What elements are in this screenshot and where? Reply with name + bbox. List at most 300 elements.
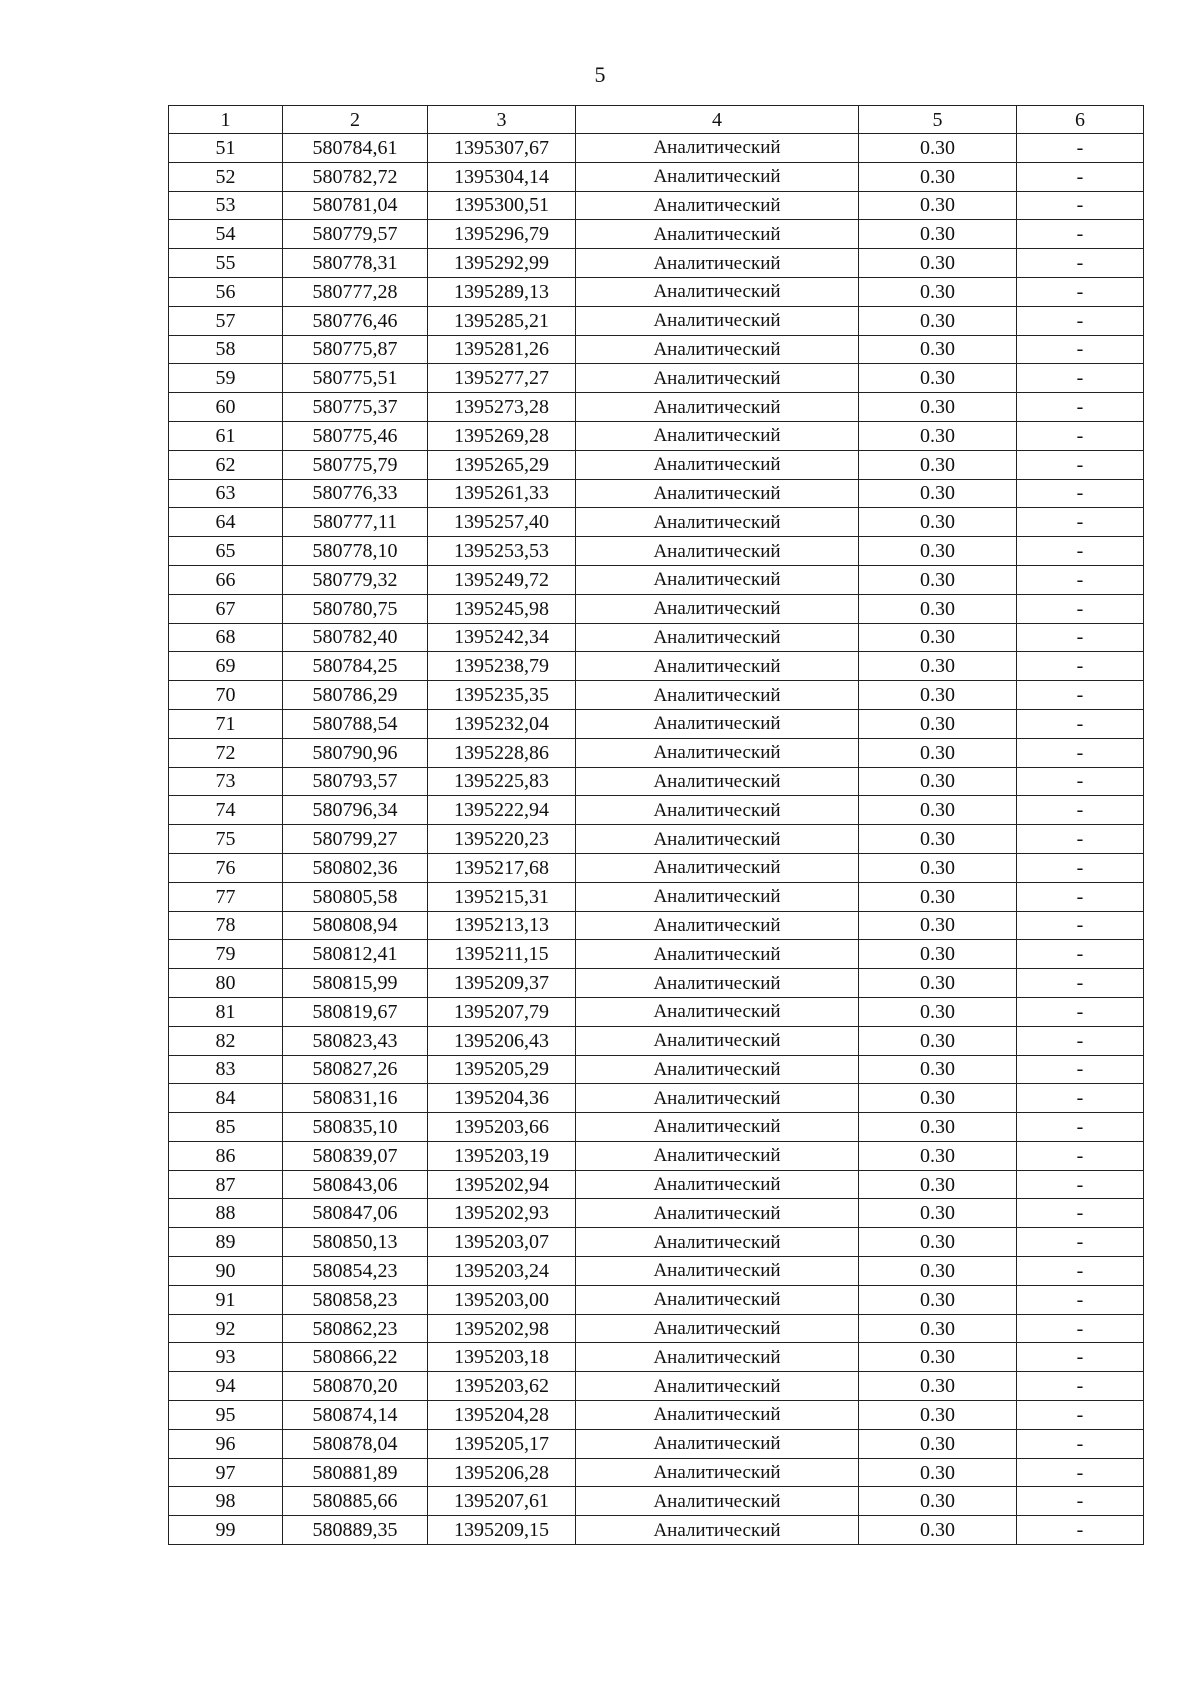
table-row <box>169 450 1144 479</box>
method-cell: Аналитический <box>576 479 859 508</box>
note-cell: - <box>1017 1170 1144 1199</box>
y-coordinate-cell: 1395207,61 <box>428 1487 576 1516</box>
table-row <box>169 134 1144 163</box>
x-coordinate-cell: 580823,43 <box>283 1026 428 1055</box>
method-cell: Аналитический <box>576 191 859 220</box>
point-number-cell: 88 <box>169 1199 283 1228</box>
y-coordinate-cell: 1395232,04 <box>428 709 576 738</box>
table-row <box>169 1228 1144 1257</box>
table-row <box>169 479 1144 508</box>
table-row <box>169 652 1144 681</box>
table-row <box>169 306 1144 335</box>
point-number-cell: 54 <box>169 220 283 249</box>
point-number-cell: 81 <box>169 997 283 1026</box>
y-coordinate-cell: 1395222,94 <box>428 796 576 825</box>
note-cell: - <box>1017 1516 1144 1545</box>
x-coordinate-cell: 580776,33 <box>283 479 428 508</box>
note-cell: - <box>1017 1228 1144 1257</box>
accuracy-cell: 0.30 <box>859 421 1017 450</box>
note-cell: - <box>1017 1141 1144 1170</box>
accuracy-cell: 0.30 <box>859 1487 1017 1516</box>
y-coordinate-cell: 1395257,40 <box>428 508 576 537</box>
column-header: 3 <box>428 106 576 134</box>
accuracy-cell: 0.30 <box>859 652 1017 681</box>
table-row <box>169 940 1144 969</box>
y-coordinate-cell: 1395228,86 <box>428 738 576 767</box>
y-coordinate-cell: 1395203,66 <box>428 1113 576 1142</box>
method-cell: Аналитический <box>576 1487 859 1516</box>
table-row <box>169 162 1144 191</box>
accuracy-cell: 0.30 <box>859 1199 1017 1228</box>
y-coordinate-cell: 1395215,31 <box>428 882 576 911</box>
point-number-cell: 51 <box>169 134 283 163</box>
x-coordinate-cell: 580812,41 <box>283 940 428 969</box>
y-coordinate-cell: 1395209,37 <box>428 969 576 998</box>
note-cell: - <box>1017 508 1144 537</box>
x-coordinate-cell: 580870,20 <box>283 1372 428 1401</box>
note-cell: - <box>1017 1055 1144 1084</box>
x-coordinate-cell: 580782,40 <box>283 623 428 652</box>
accuracy-cell: 0.30 <box>859 508 1017 537</box>
point-number-cell: 85 <box>169 1113 283 1142</box>
point-number-cell: 99 <box>169 1516 283 1545</box>
note-cell: - <box>1017 1314 1144 1343</box>
note-cell: - <box>1017 1113 1144 1142</box>
note-cell: - <box>1017 767 1144 796</box>
point-number-cell: 66 <box>169 565 283 594</box>
method-cell: Аналитический <box>576 450 859 479</box>
x-coordinate-cell: 580858,23 <box>283 1285 428 1314</box>
y-coordinate-cell: 1395209,15 <box>428 1516 576 1545</box>
table-row <box>169 1257 1144 1286</box>
method-cell: Аналитический <box>576 162 859 191</box>
x-coordinate-cell: 580866,22 <box>283 1343 428 1372</box>
note-cell: - <box>1017 940 1144 969</box>
x-coordinate-cell: 580839,07 <box>283 1141 428 1170</box>
note-cell: - <box>1017 479 1144 508</box>
table-row <box>169 623 1144 652</box>
accuracy-cell: 0.30 <box>859 882 1017 911</box>
table-row <box>169 277 1144 306</box>
accuracy-cell: 0.30 <box>859 1429 1017 1458</box>
table-row <box>169 1487 1144 1516</box>
x-coordinate-cell: 580885,66 <box>283 1487 428 1516</box>
x-coordinate-cell: 580775,79 <box>283 450 428 479</box>
method-cell: Аналитический <box>576 1343 859 1372</box>
table-row <box>169 1113 1144 1142</box>
method-cell: Аналитический <box>576 220 859 249</box>
accuracy-cell: 0.30 <box>859 825 1017 854</box>
table-row <box>169 1401 1144 1430</box>
x-coordinate-cell: 580802,36 <box>283 853 428 882</box>
table-body <box>169 134 1144 1545</box>
y-coordinate-cell: 1395203,62 <box>428 1372 576 1401</box>
method-cell: Аналитический <box>576 1516 859 1545</box>
y-coordinate-cell: 1395207,79 <box>428 997 576 1026</box>
point-number-cell: 92 <box>169 1314 283 1343</box>
point-number-cell: 58 <box>169 335 283 364</box>
y-coordinate-cell: 1395203,24 <box>428 1257 576 1286</box>
point-number-cell: 71 <box>169 709 283 738</box>
method-cell: Аналитический <box>576 1141 859 1170</box>
column-header: 6 <box>1017 106 1144 134</box>
accuracy-cell: 0.30 <box>859 1285 1017 1314</box>
y-coordinate-cell: 1395304,14 <box>428 162 576 191</box>
x-coordinate-cell: 580775,51 <box>283 364 428 393</box>
method-cell: Аналитический <box>576 1458 859 1487</box>
point-number-cell: 57 <box>169 306 283 335</box>
x-coordinate-cell: 580874,14 <box>283 1401 428 1430</box>
table-row <box>169 1084 1144 1113</box>
y-coordinate-cell: 1395269,28 <box>428 421 576 450</box>
method-cell: Аналитический <box>576 508 859 537</box>
x-coordinate-cell: 580775,46 <box>283 421 428 450</box>
method-cell: Аналитический <box>576 1026 859 1055</box>
x-coordinate-cell: 580782,72 <box>283 162 428 191</box>
y-coordinate-cell: 1395289,13 <box>428 277 576 306</box>
method-cell: Аналитический <box>576 1285 859 1314</box>
x-coordinate-cell: 580881,89 <box>283 1458 428 1487</box>
point-number-cell: 84 <box>169 1084 283 1113</box>
method-cell: Аналитический <box>576 306 859 335</box>
table-row <box>169 565 1144 594</box>
column-header: 1 <box>169 106 283 134</box>
x-coordinate-cell: 580778,31 <box>283 249 428 278</box>
x-coordinate-cell: 580775,37 <box>283 393 428 422</box>
y-coordinate-cell: 1395265,29 <box>428 450 576 479</box>
x-coordinate-cell: 580781,04 <box>283 191 428 220</box>
method-cell: Аналитический <box>576 249 859 278</box>
x-coordinate-cell: 580778,10 <box>283 537 428 566</box>
accuracy-cell: 0.30 <box>859 364 1017 393</box>
method-cell: Аналитический <box>576 709 859 738</box>
x-coordinate-cell: 580786,29 <box>283 681 428 710</box>
y-coordinate-cell: 1395202,94 <box>428 1170 576 1199</box>
y-coordinate-cell: 1395204,36 <box>428 1084 576 1113</box>
x-coordinate-cell: 580777,28 <box>283 277 428 306</box>
point-number-cell: 52 <box>169 162 283 191</box>
accuracy-cell: 0.30 <box>859 709 1017 738</box>
accuracy-cell: 0.30 <box>859 1170 1017 1199</box>
note-cell: - <box>1017 623 1144 652</box>
x-coordinate-cell: 580775,87 <box>283 335 428 364</box>
x-coordinate-cell: 580835,10 <box>283 1113 428 1142</box>
x-coordinate-cell: 580779,32 <box>283 565 428 594</box>
accuracy-cell: 0.30 <box>859 853 1017 882</box>
method-cell: Аналитический <box>576 796 859 825</box>
point-number-cell: 87 <box>169 1170 283 1199</box>
accuracy-cell: 0.30 <box>859 450 1017 479</box>
point-number-cell: 61 <box>169 421 283 450</box>
x-coordinate-cell: 580878,04 <box>283 1429 428 1458</box>
note-cell: - <box>1017 1285 1144 1314</box>
x-coordinate-cell: 580854,23 <box>283 1257 428 1286</box>
note-cell: - <box>1017 738 1144 767</box>
point-number-cell: 72 <box>169 738 283 767</box>
y-coordinate-cell: 1395202,98 <box>428 1314 576 1343</box>
page-number: 5 <box>594 62 606 87</box>
accuracy-cell: 0.30 <box>859 1314 1017 1343</box>
x-coordinate-cell: 580889,35 <box>283 1516 428 1545</box>
note-cell: - <box>1017 134 1144 163</box>
note-cell: - <box>1017 825 1144 854</box>
point-number-cell: 97 <box>169 1458 283 1487</box>
note-cell: - <box>1017 1343 1144 1372</box>
accuracy-cell: 0.30 <box>859 1026 1017 1055</box>
accuracy-cell: 0.30 <box>859 134 1017 163</box>
note-cell: - <box>1017 421 1144 450</box>
x-coordinate-cell: 580780,75 <box>283 594 428 623</box>
x-coordinate-cell: 580784,25 <box>283 652 428 681</box>
point-number-cell: 74 <box>169 796 283 825</box>
note-cell: - <box>1017 364 1144 393</box>
point-number-cell: 93 <box>169 1343 283 1372</box>
accuracy-cell: 0.30 <box>859 220 1017 249</box>
method-cell: Аналитический <box>576 594 859 623</box>
method-cell: Аналитический <box>576 969 859 998</box>
y-coordinate-cell: 1395296,79 <box>428 220 576 249</box>
method-cell: Аналитический <box>576 882 859 911</box>
note-cell: - <box>1017 1026 1144 1055</box>
table-row <box>169 1170 1144 1199</box>
accuracy-cell: 0.30 <box>859 1516 1017 1545</box>
method-cell: Аналитический <box>576 1170 859 1199</box>
x-coordinate-cell: 580862,23 <box>283 1314 428 1343</box>
x-coordinate-cell: 580784,61 <box>283 134 428 163</box>
accuracy-cell: 0.30 <box>859 479 1017 508</box>
note-cell: - <box>1017 882 1144 911</box>
column-header: 4 <box>576 106 859 134</box>
x-coordinate-cell: 580796,34 <box>283 796 428 825</box>
note-cell: - <box>1017 681 1144 710</box>
table-row <box>169 249 1144 278</box>
note-cell: - <box>1017 1199 1144 1228</box>
accuracy-cell: 0.30 <box>859 1084 1017 1113</box>
table-row <box>169 738 1144 767</box>
method-cell: Аналитический <box>576 1113 859 1142</box>
accuracy-cell: 0.30 <box>859 565 1017 594</box>
accuracy-cell: 0.30 <box>859 249 1017 278</box>
note-cell: - <box>1017 911 1144 940</box>
accuracy-cell: 0.30 <box>859 537 1017 566</box>
point-number-cell: 65 <box>169 537 283 566</box>
accuracy-cell: 0.30 <box>859 796 1017 825</box>
method-cell: Аналитический <box>576 1401 859 1430</box>
note-cell: - <box>1017 191 1144 220</box>
y-coordinate-cell: 1395242,34 <box>428 623 576 652</box>
method-cell: Аналитический <box>576 1199 859 1228</box>
note-cell: - <box>1017 1429 1144 1458</box>
point-number-cell: 80 <box>169 969 283 998</box>
point-number-cell: 68 <box>169 623 283 652</box>
coordinates-table <box>168 105 1144 1545</box>
table-row <box>169 853 1144 882</box>
y-coordinate-cell: 1395220,23 <box>428 825 576 854</box>
point-number-cell: 59 <box>169 364 283 393</box>
note-cell: - <box>1017 335 1144 364</box>
table-row <box>169 681 1144 710</box>
point-number-cell: 70 <box>169 681 283 710</box>
table-row <box>169 1285 1144 1314</box>
point-number-cell: 94 <box>169 1372 283 1401</box>
accuracy-cell: 0.30 <box>859 738 1017 767</box>
table-row <box>169 508 1144 537</box>
accuracy-cell: 0.30 <box>859 997 1017 1026</box>
x-coordinate-cell: 580831,16 <box>283 1084 428 1113</box>
method-cell: Аналитический <box>576 1372 859 1401</box>
note-cell: - <box>1017 997 1144 1026</box>
note-cell: - <box>1017 1487 1144 1516</box>
method-cell: Аналитический <box>576 421 859 450</box>
point-number-cell: 82 <box>169 1026 283 1055</box>
point-number-cell: 79 <box>169 940 283 969</box>
table-row <box>169 911 1144 940</box>
method-cell: Аналитический <box>576 767 859 796</box>
accuracy-cell: 0.30 <box>859 335 1017 364</box>
point-number-cell: 75 <box>169 825 283 854</box>
x-coordinate-cell: 580790,96 <box>283 738 428 767</box>
y-coordinate-cell: 1395277,27 <box>428 364 576 393</box>
accuracy-cell: 0.30 <box>859 1228 1017 1257</box>
y-coordinate-cell: 1395225,83 <box>428 767 576 796</box>
note-cell: - <box>1017 969 1144 998</box>
note-cell: - <box>1017 249 1144 278</box>
accuracy-cell: 0.30 <box>859 306 1017 335</box>
method-cell: Аналитический <box>576 1055 859 1084</box>
method-cell: Аналитический <box>576 623 859 652</box>
method-cell: Аналитический <box>576 940 859 969</box>
column-header: 2 <box>283 106 428 134</box>
y-coordinate-cell: 1395205,17 <box>428 1429 576 1458</box>
header-row <box>169 106 1144 134</box>
y-coordinate-cell: 1395204,28 <box>428 1401 576 1430</box>
point-number-cell: 60 <box>169 393 283 422</box>
note-cell: - <box>1017 796 1144 825</box>
table-row <box>169 1429 1144 1458</box>
accuracy-cell: 0.30 <box>859 1141 1017 1170</box>
point-number-cell: 62 <box>169 450 283 479</box>
method-cell: Аналитический <box>576 1314 859 1343</box>
note-cell: - <box>1017 450 1144 479</box>
note-cell: - <box>1017 1401 1144 1430</box>
y-coordinate-cell: 1395249,72 <box>428 565 576 594</box>
table-row <box>169 1314 1144 1343</box>
point-number-cell: 98 <box>169 1487 283 1516</box>
y-coordinate-cell: 1395245,98 <box>428 594 576 623</box>
y-coordinate-cell: 1395206,43 <box>428 1026 576 1055</box>
point-number-cell: 96 <box>169 1429 283 1458</box>
table-row <box>169 191 1144 220</box>
point-number-cell: 64 <box>169 508 283 537</box>
table-row <box>169 709 1144 738</box>
table-row <box>169 969 1144 998</box>
table-row <box>169 767 1144 796</box>
y-coordinate-cell: 1395285,21 <box>428 306 576 335</box>
accuracy-cell: 0.30 <box>859 1401 1017 1430</box>
table-row <box>169 1055 1144 1084</box>
y-coordinate-cell: 1395281,26 <box>428 335 576 364</box>
accuracy-cell: 0.30 <box>859 191 1017 220</box>
y-coordinate-cell: 1395292,99 <box>428 249 576 278</box>
x-coordinate-cell: 580779,57 <box>283 220 428 249</box>
accuracy-cell: 0.30 <box>859 767 1017 796</box>
accuracy-cell: 0.30 <box>859 911 1017 940</box>
x-coordinate-cell: 580799,27 <box>283 825 428 854</box>
method-cell: Аналитический <box>576 1429 859 1458</box>
y-coordinate-cell: 1395203,18 <box>428 1343 576 1372</box>
method-cell: Аналитический <box>576 1257 859 1286</box>
table-row <box>169 594 1144 623</box>
method-cell: Аналитический <box>576 997 859 1026</box>
x-coordinate-cell: 580843,06 <box>283 1170 428 1199</box>
y-coordinate-cell: 1395203,07 <box>428 1228 576 1257</box>
method-cell: Аналитический <box>576 565 859 594</box>
table-row <box>169 393 1144 422</box>
note-cell: - <box>1017 652 1144 681</box>
y-coordinate-cell: 1395261,33 <box>428 479 576 508</box>
accuracy-cell: 0.30 <box>859 277 1017 306</box>
method-cell: Аналитический <box>576 335 859 364</box>
method-cell: Аналитический <box>576 652 859 681</box>
point-number-cell: 95 <box>169 1401 283 1430</box>
table-row <box>169 1343 1144 1372</box>
table-row <box>169 882 1144 911</box>
method-cell: Аналитический <box>576 134 859 163</box>
accuracy-cell: 0.30 <box>859 1055 1017 1084</box>
y-coordinate-cell: 1395253,53 <box>428 537 576 566</box>
note-cell: - <box>1017 565 1144 594</box>
point-number-cell: 53 <box>169 191 283 220</box>
table-row <box>169 335 1144 364</box>
x-coordinate-cell: 580847,06 <box>283 1199 428 1228</box>
point-number-cell: 76 <box>169 853 283 882</box>
table-row <box>169 796 1144 825</box>
method-cell: Аналитический <box>576 1228 859 1257</box>
accuracy-cell: 0.30 <box>859 1458 1017 1487</box>
note-cell: - <box>1017 709 1144 738</box>
y-coordinate-cell: 1395238,79 <box>428 652 576 681</box>
y-coordinate-cell: 1395307,67 <box>428 134 576 163</box>
note-cell: - <box>1017 1084 1144 1113</box>
table-row <box>169 997 1144 1026</box>
x-coordinate-cell: 580776,46 <box>283 306 428 335</box>
accuracy-cell: 0.30 <box>859 623 1017 652</box>
x-coordinate-cell: 580815,99 <box>283 969 428 998</box>
x-coordinate-cell: 580805,58 <box>283 882 428 911</box>
table-row <box>169 364 1144 393</box>
accuracy-cell: 0.30 <box>859 1113 1017 1142</box>
y-coordinate-cell: 1395235,35 <box>428 681 576 710</box>
point-number-cell: 73 <box>169 767 283 796</box>
point-number-cell: 83 <box>169 1055 283 1084</box>
note-cell: - <box>1017 594 1144 623</box>
accuracy-cell: 0.30 <box>859 969 1017 998</box>
table-row <box>169 825 1144 854</box>
x-coordinate-cell: 580788,54 <box>283 709 428 738</box>
accuracy-cell: 0.30 <box>859 162 1017 191</box>
table-row <box>169 1199 1144 1228</box>
y-coordinate-cell: 1395273,28 <box>428 393 576 422</box>
y-coordinate-cell: 1395211,15 <box>428 940 576 969</box>
note-cell: - <box>1017 853 1144 882</box>
note-cell: - <box>1017 306 1144 335</box>
y-coordinate-cell: 1395203,00 <box>428 1285 576 1314</box>
table-row <box>169 537 1144 566</box>
table-row <box>169 1141 1144 1170</box>
method-cell: Аналитический <box>576 364 859 393</box>
point-number-cell: 55 <box>169 249 283 278</box>
table-row <box>169 421 1144 450</box>
